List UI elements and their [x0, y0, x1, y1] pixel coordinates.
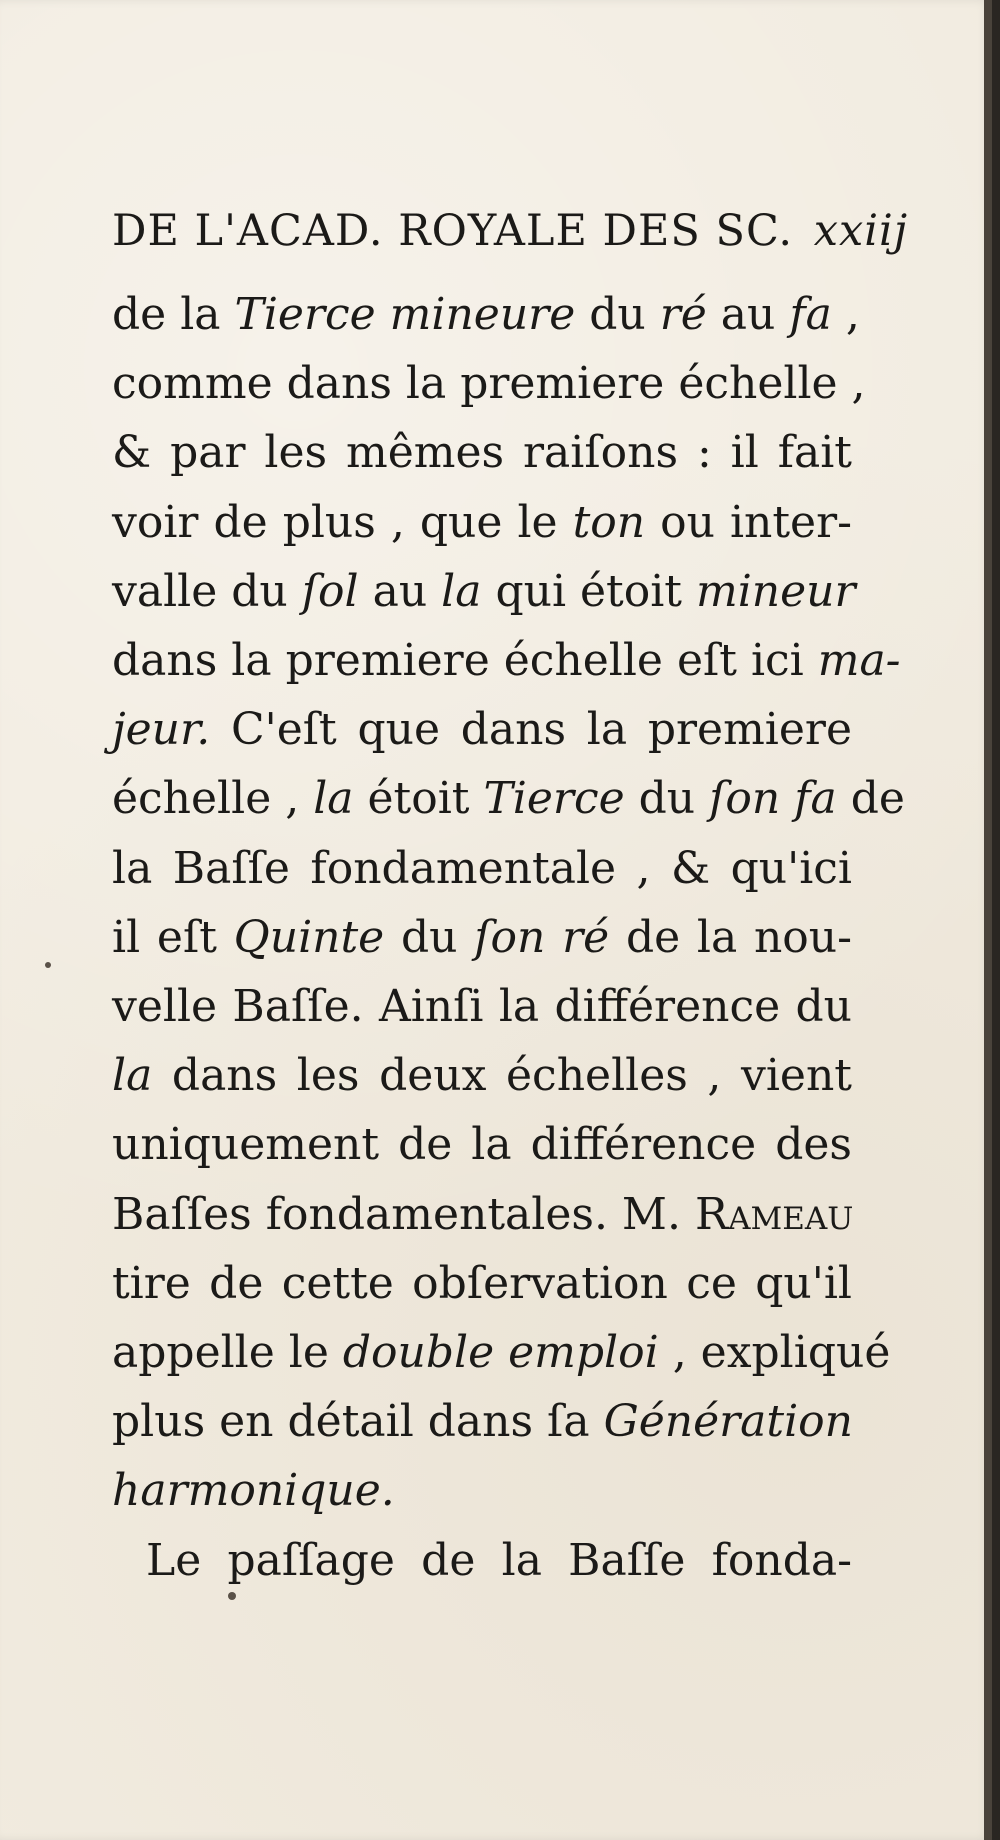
italic-text: Génération	[603, 1396, 853, 1448]
italic-text: Tierce mineure	[234, 289, 576, 340]
text-run: au	[706, 289, 790, 340]
text-run: au	[358, 565, 442, 617]
page-number: xxiij	[813, 206, 909, 256]
italic-text: ré	[659, 289, 707, 340]
text-run: plus en détail dans ſa	[112, 1396, 604, 1448]
text-run: Baſſes fondamentales. M.	[112, 1188, 695, 1240]
text-run: Le paſſage de la Baſſe fonda-	[146, 1534, 852, 1586]
text-run: comme dans la premiere échelle ,	[112, 358, 866, 410]
text-line	[112, 349, 866, 418]
italic-text: Tierce	[483, 773, 625, 825]
italic-text: ma-	[817, 635, 901, 687]
small-caps-text: Rameau	[694, 1188, 854, 1240]
text-line	[112, 834, 852, 903]
text-run: & par les mêmes raiſons : il fait	[112, 427, 852, 479]
text-run: étoit	[353, 773, 484, 825]
italic-text: fa	[789, 289, 832, 340]
text-run: de la	[112, 289, 235, 340]
text-run: tire de cette obſervation ce qu'il	[112, 1257, 852, 1309]
text-line	[112, 903, 852, 972]
italic-text: la	[313, 773, 354, 825]
running-head	[112, 206, 909, 256]
text-run: il eſt	[112, 911, 234, 963]
text-line	[112, 626, 901, 695]
text-run: voir de plus , que le	[112, 496, 573, 548]
text-line	[112, 1180, 852, 1249]
text-run: de	[836, 773, 905, 825]
italic-text: ſon fa	[709, 773, 837, 825]
italic-text: ton	[572, 496, 646, 548]
text-line	[112, 1041, 852, 1110]
text-line	[112, 1318, 891, 1387]
italic-text: la	[112, 1050, 153, 1102]
text-run: du	[384, 911, 475, 963]
text-run: du	[624, 773, 710, 825]
page-edge	[984, 0, 992, 1840]
text-run: échelle ,	[112, 773, 314, 825]
text-run: de la nou-	[609, 911, 852, 963]
text-run: ou inter-	[645, 496, 852, 548]
italic-text: double emploi	[342, 1327, 659, 1379]
text-line	[112, 280, 860, 349]
italic-text: ſol	[301, 565, 359, 617]
text-line	[112, 488, 852, 557]
text-line	[112, 557, 856, 626]
text-line	[112, 764, 905, 833]
italic-text: jeur.	[112, 704, 211, 756]
italic-text: Quinte	[233, 911, 385, 963]
text-run: ,	[831, 289, 860, 340]
text-run: dans la premiere échelle eſt ici	[112, 635, 818, 687]
text-line	[112, 1387, 852, 1456]
italic-text: la	[441, 565, 482, 617]
italic-text: ſon ré	[474, 911, 610, 963]
text-run: dans les deux échelles , vient	[152, 1050, 852, 1102]
text-run: uniquement de la différence des	[112, 1119, 852, 1171]
text-run: C'eſt que dans la premiere	[210, 704, 852, 756]
text-run: , expliqué	[658, 1327, 891, 1379]
ink-speck	[45, 962, 51, 968]
running-head-title: DE L'ACAD. ROYALE DES SC.	[112, 206, 794, 256]
text-line	[112, 972, 852, 1041]
text-run: valle du	[112, 565, 302, 617]
text-run: qui étoit	[481, 565, 696, 617]
text-run: la Baſſe fondamentale , & qu'ici	[112, 842, 852, 894]
text-line	[112, 1526, 852, 1595]
text-line	[112, 1456, 852, 1525]
text-run: du	[575, 289, 660, 340]
text-line	[112, 1110, 852, 1179]
text-run: velle Baſſe. Ainſi la différence du	[112, 981, 852, 1033]
text-run: appelle le	[112, 1327, 343, 1379]
body-text	[112, 280, 905, 1595]
text-line	[112, 695, 852, 764]
italic-text: mineur	[695, 565, 856, 617]
italic-text: harmonique.	[112, 1465, 395, 1517]
text-line	[112, 1249, 852, 1318]
ink-speck	[228, 1592, 236, 1600]
text-line	[112, 418, 852, 487]
